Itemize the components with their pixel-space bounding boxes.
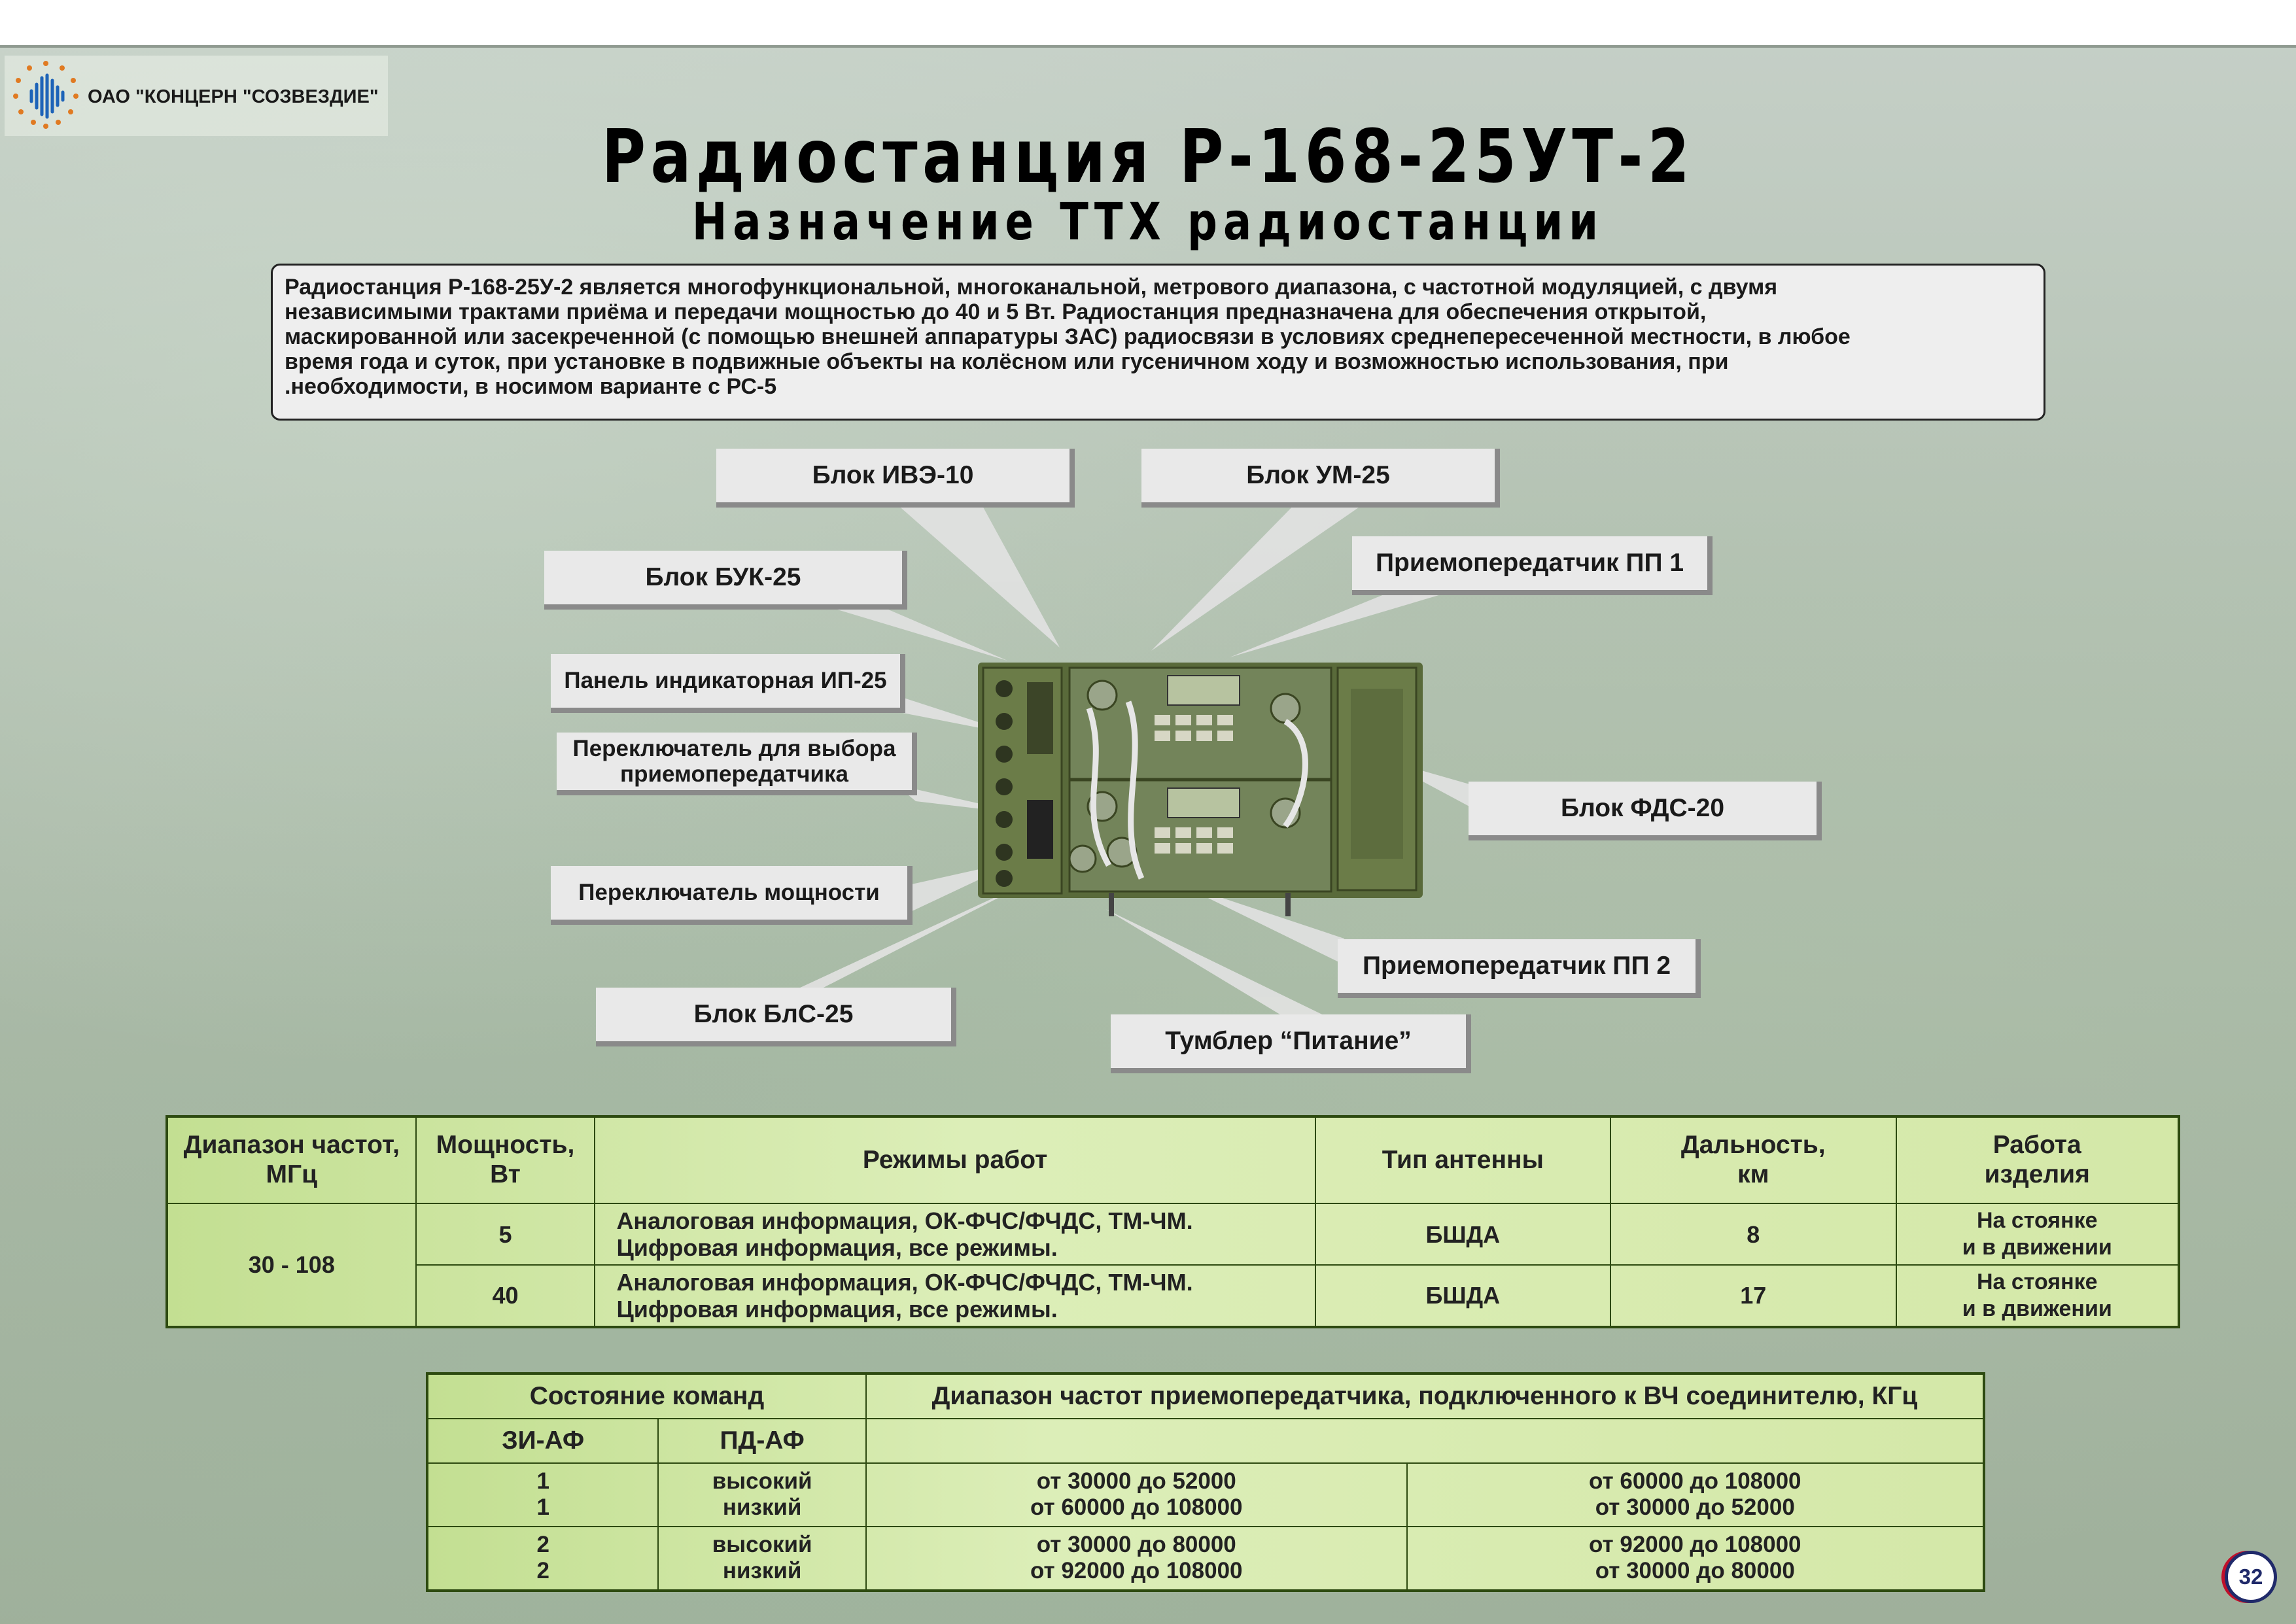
- cell-work: На стоянке и в движении: [1896, 1203, 2179, 1265]
- callout-selector: [557, 733, 917, 795]
- cell-range-b: от 92000 до 108000 от 30000 до 80000: [1407, 1527, 1984, 1591]
- description-line: Радиостанция Р-168-25У-2 является многофункциональной, многоканальной, метрового диапазона, с частотной модуляцией, с двумя: [285, 275, 1778, 300]
- leader-pp1: [1230, 585, 1472, 657]
- cell-modes: Аналоговая информация, ОК-ФЧС/ФЧДС, ТМ-ЧМ. Цифровая информация, все режимы.: [595, 1203, 1315, 1265]
- callout-pp2: Приемопередатчик ПП 2: [1338, 939, 1701, 998]
- cell-power: 5: [416, 1203, 595, 1265]
- header-pd-af: ПД-АФ: [658, 1419, 866, 1463]
- callout-toggle: Тумблер “Питание”: [1111, 1014, 1471, 1073]
- cell-range-a: от 30000 до 80000 от 92000 до 108000: [866, 1527, 1407, 1591]
- callout-selector-line: Переключатель для выбора: [572, 735, 896, 761]
- callout-pp1: Приемопередатчик ПП 1: [1352, 536, 1713, 595]
- description-line: независимыми трактами приёма и передачи мощностью до 40 и 5 Вт. Радиостанция предназначена для обеспечения открытой,: [285, 300, 1707, 325]
- header-command-state: Состояние команд: [427, 1373, 866, 1419]
- header-freq: Диапазон частот, МГц: [167, 1116, 416, 1203]
- cell-range: 17: [1610, 1265, 1896, 1327]
- table-row: [167, 1265, 2179, 1327]
- table-header-row: [427, 1373, 1984, 1419]
- table-row: [427, 1463, 1984, 1527]
- cell-antenna: БШДА: [1315, 1203, 1610, 1265]
- table-subheader-row: [427, 1419, 1984, 1463]
- callout-selector-line: приемопередатчика: [620, 761, 848, 787]
- description-line: маскированной или засекреченной (с помощью внешней аппаратуры ЗАС) радиосвязи в условиях среднепересеченной местности, в любое: [285, 324, 1851, 350]
- cell-modes: Аналоговая информация, ОК-ФЧС/ФЧДС, ТМ-ЧМ. Цифровая информация, все режимы.: [595, 1265, 1315, 1327]
- cell-range: 8: [1610, 1203, 1896, 1265]
- callout-ip25: Панель индикаторная ИП-25: [551, 654, 905, 713]
- page-subtitle: Назначение ТТХ радиостанции: [691, 193, 1605, 252]
- cell-zi-af: 2 2: [427, 1527, 658, 1591]
- page-title: Радиостанция Р-168-25УТ-2: [601, 114, 1695, 199]
- commands-table: [426, 1372, 1985, 1592]
- cell-range-a: от 30000 до 52000 от 60000 до 108000: [866, 1463, 1407, 1527]
- page-number: 32: [2225, 1551, 2277, 1603]
- header-antenna: Тип антенны: [1315, 1116, 1610, 1203]
- callout-fds20: Блок ФДС-20: [1469, 782, 1822, 840]
- specs-table: [165, 1115, 2180, 1328]
- cell-freq: 30 - 108: [167, 1203, 416, 1327]
- company-name: ОАО "КОНЦЕРН "СОЗВЕЗДИЕ": [88, 86, 379, 107]
- radio-station-image: [978, 649, 1423, 918]
- table-row: [427, 1527, 1984, 1591]
- leader-um25: [1151, 497, 1374, 651]
- header-empty: [866, 1419, 1984, 1463]
- callout-ive10: Блок ИВЭ-10: [716, 449, 1075, 508]
- cell-antenna: БШДА: [1315, 1265, 1610, 1327]
- callout-um25: Блок УМ-25: [1141, 449, 1500, 508]
- table-row: [167, 1203, 2179, 1265]
- callout-power-switch: Переключатель мощности: [551, 866, 913, 925]
- cell-work: На стоянке и в движении: [1896, 1265, 2179, 1327]
- cell-pd-af: высокий низкий: [658, 1463, 866, 1527]
- cell-pd-af: высокий низкий: [658, 1527, 866, 1591]
- header-work: Работа изделия: [1896, 1116, 2179, 1203]
- header-zi-af: ЗИ-АФ: [427, 1419, 658, 1463]
- description-line: .необходимости, в носимом варианте с РС-5: [285, 374, 777, 400]
- callout-bls25: Блок БлС-25: [596, 988, 956, 1046]
- header-range: Дальность, км: [1610, 1116, 1896, 1203]
- table-header-row: [167, 1116, 2179, 1203]
- cell-power: 40: [416, 1265, 595, 1327]
- cell-zi-af: 1 1: [427, 1463, 658, 1527]
- header-freq-range: Диапазон частот приемопередатчика, подключенного к ВЧ соединителю, КГц: [866, 1373, 1984, 1419]
- header-modes: Режимы работ: [595, 1116, 1315, 1203]
- header-power: Мощность, Вт: [416, 1116, 595, 1203]
- cell-range-b: от 60000 до 108000 от 30000 до 52000: [1407, 1463, 1984, 1527]
- description-line: время года и суток, при установке в подвижные объекты на колёсном или гусеничном ходу и возможностью использования, при: [285, 349, 1729, 375]
- callout-buk25: Блок БУК-25: [544, 551, 907, 610]
